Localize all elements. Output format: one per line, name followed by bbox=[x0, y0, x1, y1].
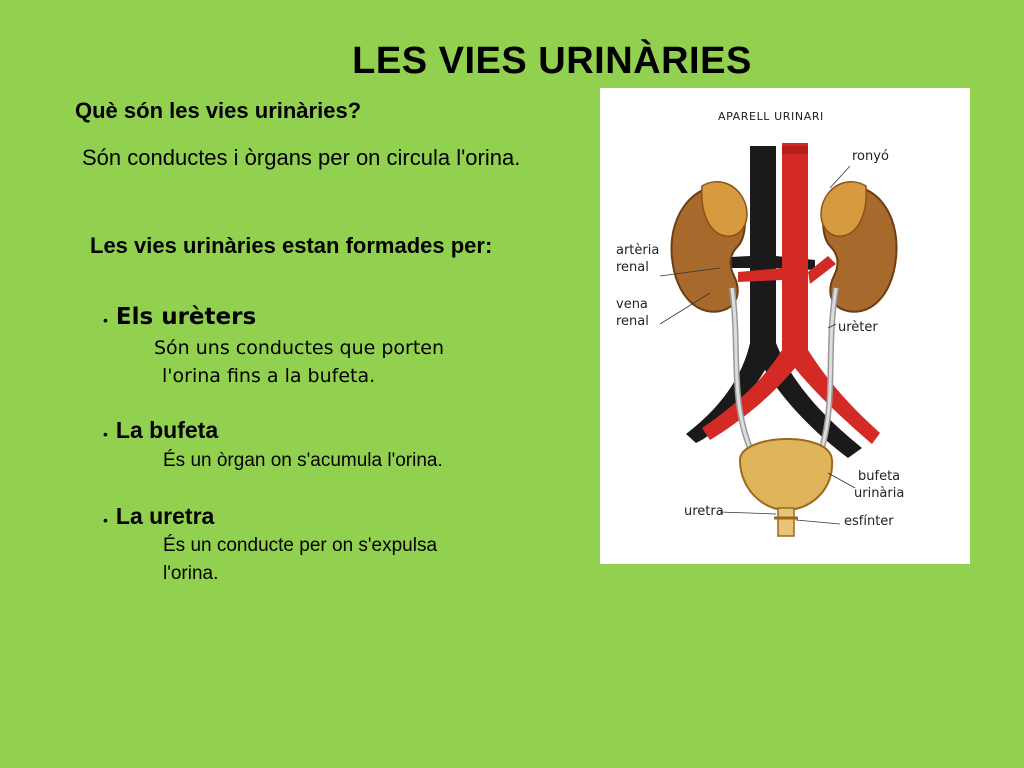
bullet-icon: • bbox=[103, 511, 108, 528]
item-desc-line: l'orina fins a la bufeta. bbox=[162, 365, 376, 387]
label-ureter: urèter bbox=[838, 320, 878, 335]
question-heading: Què són les vies urinàries? bbox=[75, 98, 362, 123]
item-title: La uretra bbox=[115, 503, 215, 529]
label-bufeta-line2: urinària bbox=[854, 486, 905, 501]
slide-title: LES VIES URINÀRIES bbox=[352, 40, 752, 82]
list-item-uretra bbox=[103, 503, 214, 530]
answer-text: Són conductes i òrgans per on circula l'orina. bbox=[82, 145, 521, 170]
intro-heading: Les vies urinàries estan formades per: bbox=[90, 233, 493, 258]
kidney-left bbox=[672, 182, 747, 312]
bullet-icon: • bbox=[103, 311, 108, 328]
label-uretra: uretra bbox=[684, 504, 724, 519]
item-desc-line: l'orina. bbox=[163, 563, 219, 584]
urinary-system-figure bbox=[600, 88, 970, 564]
item-title: Els urèters bbox=[115, 304, 257, 330]
item-desc-line: És un conducte per on s'expulsa bbox=[163, 535, 438, 556]
label-esfinter: esfínter bbox=[844, 514, 894, 529]
item-desc-line: Són uns conductes que porten bbox=[154, 337, 445, 359]
bladder bbox=[740, 439, 832, 536]
urinary-system-illustration bbox=[600, 88, 970, 564]
item-title: La bufeta bbox=[115, 417, 219, 443]
figure-title: APARELL URINARI bbox=[718, 110, 824, 123]
list-item-ureters bbox=[103, 304, 256, 330]
label-arteria-renal-line1: artèria bbox=[616, 243, 660, 258]
bullet-icon: • bbox=[103, 425, 108, 442]
label-vena-renal-line2: renal bbox=[616, 314, 649, 329]
label-ronyo: ronyó bbox=[852, 149, 889, 164]
label-bufeta-line1: bufeta bbox=[858, 469, 901, 484]
item-desc-line: És un òrgan on s'acumula l'orina. bbox=[163, 450, 443, 471]
list-item-bufeta bbox=[103, 417, 218, 444]
label-vena-renal-line1: vena bbox=[616, 297, 648, 312]
label-arteria-renal-line2: renal bbox=[616, 260, 649, 275]
